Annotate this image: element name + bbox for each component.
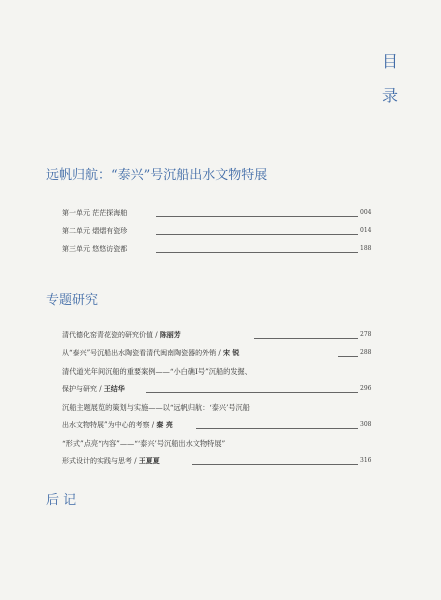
leader-line — [254, 338, 358, 339]
page-number: 014 — [360, 227, 372, 234]
toc-unit-3[interactable] — [62, 244, 382, 255]
page-number: 278 — [360, 331, 372, 338]
article-author: 秦 亮 — [156, 420, 173, 429]
toc-article-title: 形式设计的实践与思考 / 王夏夏 — [62, 456, 160, 465]
leader-line — [156, 252, 358, 253]
page-number: 288 — [360, 349, 372, 356]
toc-article-5[interactable] — [62, 456, 382, 467]
toc-article-1[interactable] — [62, 330, 382, 341]
toc-article-2[interactable] — [62, 348, 382, 359]
article-author: 王结华 — [103, 384, 125, 393]
page-number: 004 — [360, 209, 372, 216]
research-heading: 专题研究 — [46, 293, 99, 308]
toc-unit-label: 第二单元 熠熠有瓷珍 — [62, 227, 128, 235]
toc-unit-2[interactable] — [62, 226, 382, 237]
exhibition-heading: 远帆归航：“泰兴”号沉船出水文物特展 — [46, 168, 268, 183]
toc-article-title: 保护与研究 / 王结华 — [62, 384, 125, 393]
page-number: 296 — [360, 385, 372, 392]
toc-article-title: 从“泰兴”号沉船出水陶瓷看清代闽南陶瓷器的外销 / 宋 锐 — [62, 348, 240, 357]
leader-line — [192, 464, 358, 465]
toc-title-char-1: 目 — [382, 52, 399, 71]
leader-line — [156, 216, 358, 217]
toc-unit-label: 第三单元 悠悠访瓷都 — [62, 245, 128, 253]
leader-line — [146, 392, 358, 393]
article-author: 王夏夏 — [138, 456, 160, 465]
toc-article-3[interactable] — [62, 384, 382, 395]
toc-article-title: 清代德化窑青花瓷的研究价值 / 陈丽芳 — [62, 330, 181, 339]
leader-line — [338, 356, 358, 357]
page-number: 188 — [360, 245, 372, 252]
toc-article-3-line1[interactable]: 清代道光年间沉船的重要案例——“小白礁Ⅰ号”沉船的发掘、 — [62, 367, 252, 376]
toc-title-char-2: 录 — [382, 86, 399, 105]
leader-line — [156, 234, 358, 235]
toc-unit-label: 第一单元 茫茫探海舶 — [62, 209, 128, 217]
toc-article-4-line1[interactable]: 沉船主题展览的策划与实施——以“远帆归航：‘泰兴’号沉船 — [62, 403, 250, 412]
toc-article-title: 出水文物特展”为中心的考察 / 秦 亮 — [62, 420, 173, 429]
page-number: 316 — [360, 457, 372, 464]
toc-article-5-line1[interactable]: “形式”点亮“内容”——“‘泰兴’号沉船出水文物特展” — [62, 439, 226, 448]
article-author: 陈丽芳 — [159, 330, 181, 339]
page-number: 308 — [360, 421, 372, 428]
leader-line — [196, 428, 358, 429]
toc-article-4[interactable] — [62, 420, 382, 431]
afterword-heading[interactable]: 后 记 — [46, 493, 77, 508]
article-author: 宋 锐 — [222, 348, 240, 357]
toc-unit-1[interactable] — [62, 208, 382, 219]
